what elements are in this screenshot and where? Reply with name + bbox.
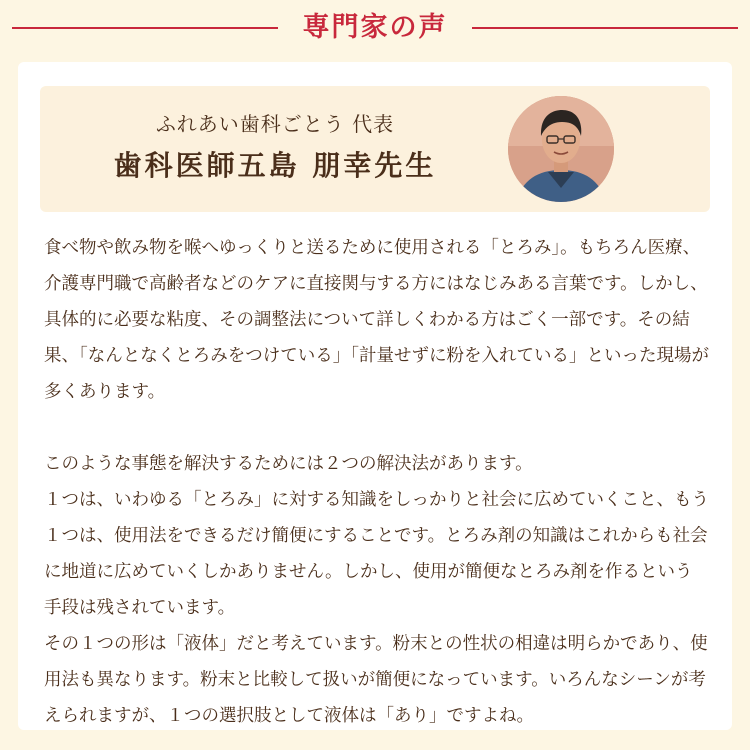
expert-portrait-image [508, 96, 614, 202]
comment-paragraph-2: このような事態を解決するためには２つの解決法があります。 [44, 454, 533, 474]
expert-card [18, 62, 732, 730]
section-title: 専門家の声 [302, 12, 448, 43]
expert-role: ふれあい歯科ごとう 代表 [155, 112, 395, 136]
expert-comment [44, 230, 710, 734]
heading-rule-right [472, 27, 738, 29]
expert-name: 歯科医師五島 朋幸先生 [113, 149, 437, 182]
comment-paragraph-4: その１つの形は「液体」だと考えています。粉末との性状の相違は明らかであり、使用法も異なります。粉末と比較して扱いが簡便になっています。いろんなシーンが考えられますが、１つの選択肢として液体は「あり」ですよね。 [44, 634, 708, 726]
avatar [508, 96, 614, 202]
paragraph-spacer [44, 410, 710, 446]
comment-paragraph-3: １つは、いわゆる「とろみ」に対する知識をしっかりと社会に広めていくこと、もう１つは、使用法をできるだけ簡便にすることです。とろみ剤の知識はこれからも社会に地道に広めていくしかありません。しかし、使用が簡便なとろみ剤を作るという手段は残されています。 [44, 490, 709, 618]
heading-rule-left [12, 27, 278, 29]
comment-paragraph-1: 食べ物や飲み物を喉へゆっくりと送るために使用される「とろみ」。もちろん医療、介護専門職で高齢者などのケアに直接関与する方にはなじみある言葉です。しかし、具体的に必要な粘度、その調整法について詳しくわかる方はごく一部です。その結果、「なんとなくとろみをつけている」「計量せずに粉を入れている」といった現場が多くあります。 [44, 238, 709, 402]
section-heading [0, 0, 750, 60]
expert-profile [40, 86, 710, 212]
